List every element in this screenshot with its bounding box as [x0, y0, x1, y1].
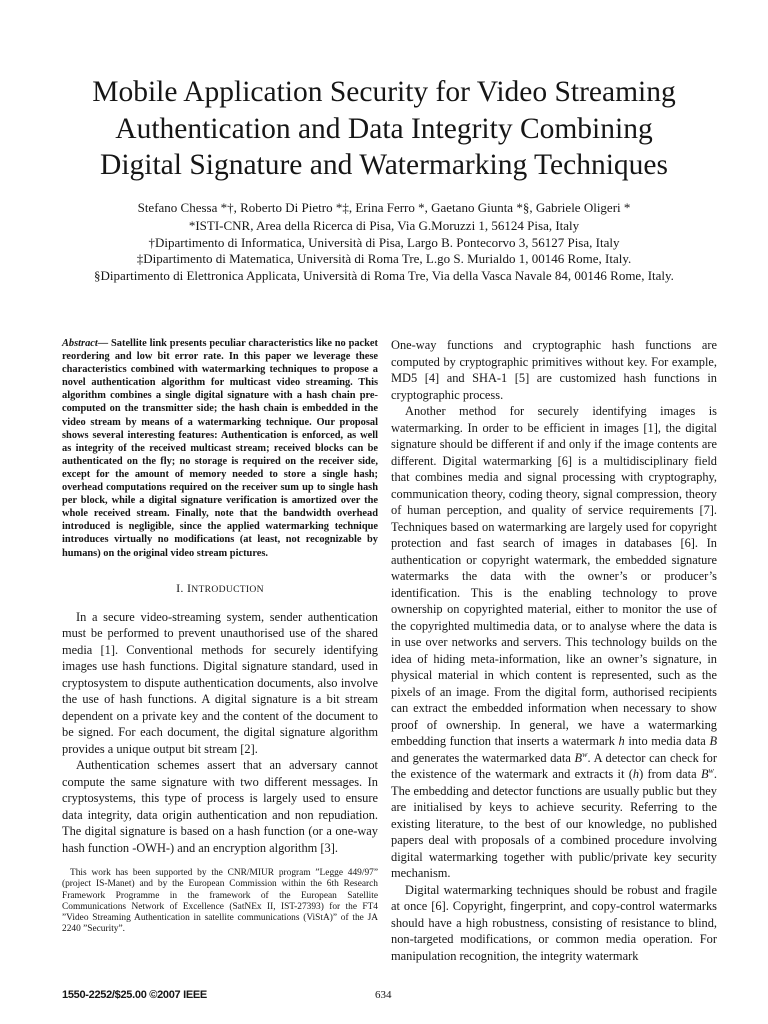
- section-title-initial: I: [187, 580, 192, 595]
- affiliation-1: *ISTI-CNR, Area della Ricerca di Pisa, Via G.Moruzzi 1, 56124 Pisa, Italy: [188, 218, 580, 234]
- page-number: 634: [375, 989, 392, 1001]
- author-block: [20, 200, 748, 284]
- right-paragraph-1: One-way functions and cryptographic hash functions are computed by cryptographic primitives without key. For example, MD5 [4] and SHA-1 [5] are customized hash functions in cryptographic process.: [391, 338, 717, 402]
- variable-h-2: h: [632, 767, 640, 781]
- right-paragraph-2-part-d: . A detector can check for the existence of the watermark and extracts it (: [391, 750, 717, 781]
- right-paragraph-2-part-e: ) from data: [639, 767, 701, 781]
- variable-bw-2-superscript: w: [708, 765, 714, 775]
- variable-bw: [575, 751, 588, 765]
- variable-bw-superscript: w: [582, 749, 588, 759]
- right-paragraph-2-part-b: into media data: [624, 734, 710, 748]
- abstract: [62, 337, 378, 560]
- right-paragraph-2-part-c: and generates the watermarked data: [391, 750, 575, 765]
- affiliation-3: ‡Dipartimento di Matematica, Università di Roma Tre, L.go S. Murialdo 1, 00146 Rome, Italy.: [136, 251, 632, 267]
- issn-copyright: 1550-2252/$25.00 ©2007 IEEE: [62, 989, 207, 1001]
- abstract-text: Satellite link presents peculiar characteristics like no packet reordering and low bit error rate. In this paper we leverage these characteristics combined with watermarking techniques to propose a novel authentication algorithm for multicast video streaming. This algorithm combines a single digital signature with a hash chain pre-computed on the transmitter side; the hash chain is embedded in the video stream by means of a watermarking technique. Our proposal shows several interesting features: Authentication is enforced, as well as integrity of the received multicast stream; received blocks can be authenticated on the fly; no storage is required on the receiver side, except for the amount of memory needed to store a single hash; overhead computations required on the receiver sum up to single hash per block, while a digital signature verification is amortized over the whole received stream. Finally, note that the bandwidth overhead introduced is negligible, since the applied watermarking technique introduces virtually no modifications (at least, not recognizable by humans) on the original video stream pictures.: [62, 338, 378, 559]
- title-line-3: Digital Signature and Watermarking Techniques: [100, 149, 668, 181]
- section-title-rest: NTRODUCTION: [191, 583, 264, 595]
- intro-paragraph-1: In a secure video-streaming system, sender authentication must be performed to prevent unauthorised use of the shared media [1]. Conventional methods for securely identifying images use hash functions. Digital signature standard, used in cryptosystem to dispute authentication documents, also involve the use of hash functions. A digital signature is a bit stream dependent on a private key and the content of the document to be signed. For each document, the digital signature algorithm provides a unique output bit stream [2].: [62, 609, 378, 756]
- funding-footnote: This work has been supported by the CNR/MIUR program ”Legge 449/97” (project IS-Manet) and by the European Commission within the 6th Research Framework Programme in the framework of the European Satellite Communications Network of Excellence (SatNEx II, IST-27393) for the FT4 ”Video Streaming Authentication in satellite communications (ViStA)” of the JA 2240 ”Security”.: [62, 868, 378, 935]
- author-names: Stefano Chessa *†, Roberto Di Pietro *‡, Erina Ferro *, Gaetano Giunta *§, Gabriele Oligeri *: [137, 200, 631, 215]
- right-paragraph-3: Digital watermarking techniques should be robust and fragile at once [6]. Copyright, fingerprint, and copy-control watermarks should have a high robustness, consisting of resistance to blind, non-targeted modifications, or common media operation. For manipulation recognition, the integrity watermark: [391, 882, 717, 963]
- intro-paragraph-2: Authentication schemes assert that an adversary cannot compute the same signature with two different messages. In cryptosystems, this type of process is largely used to ensure data integrity, data origin authentication and non repudiation. The digital signature is based on a hash function (or a one-way hash function -OWH-) and an encryption algorithm [3].: [62, 758, 378, 855]
- section-heading-introduction: [62, 581, 378, 597]
- variable-h: h: [618, 734, 625, 748]
- paper-title: [40, 74, 728, 184]
- variable-bw-2-base: B: [700, 767, 709, 781]
- right-column: [391, 337, 717, 964]
- affiliation-4: §Dipartimento di Elettronica Applicata, Università di Roma Tre, Via della Vasca Navale 84, 00146 Rome, Italy.: [94, 267, 674, 283]
- abstract-label: Abstract—: [62, 338, 109, 349]
- title-line-2: Authentication and Data Integrity Combining: [115, 112, 653, 145]
- variable-b: B: [709, 734, 718, 748]
- affiliation-2: †Dipartimento di Informatica, Università di Pisa, Largo B. Pontecorvo 3, 56127 Pisa, Italy: [148, 234, 620, 250]
- right-paragraph-2-part-f: . The embedding and detector functions are usually public but they are initialised by keys to achieve security. Referring to the existing literature, to the best of our knowledge, no published papers deal with proposals of a combined procedure involving digital watermarking together with public/private key security mechanism.: [391, 767, 717, 880]
- variable-bw-2: [701, 767, 714, 781]
- title-line-1: Mobile Application Security for Video Streaming: [92, 76, 676, 108]
- right-paragraph-2: [391, 403, 717, 882]
- left-column: [62, 337, 378, 856]
- right-paragraph-2-part-a: Another method for securely identifying images is watermarking. In order to be efficient in images [1], the digital signature should be different if and only if the image contents are different. Digital watermarking [6] is a multidisciplinary field that combines media and signal processing with cryptography, communication theory, coding theory, signal compression, theory of human perception, and quality of service requirements [7]. Techniques based on watermarking are largely used for copyright protection and fast search of images in databases [6]. In authentication or copyright watermark, the embedded signature watermarks the data with the owner’s or producer’s identification. This is the enabling technology to prove ownership on copyrighted material, either to monitor the use of the copyrighted multimedia data, or to analyse where the data is in use over networks and servers. This technology builds on the idea of hiding meta-information, like an owner’s signature, in physical material in which content is represented, such as the pixels of an image. From the digital form, authorised recipients can extract the embedded information when necessary to show proof of ownership. In general, we have a watermarking embedding function that inserts a watermark: [391, 404, 717, 748]
- section-number: I.: [176, 580, 187, 595]
- variable-bw-base: B: [574, 750, 583, 765]
